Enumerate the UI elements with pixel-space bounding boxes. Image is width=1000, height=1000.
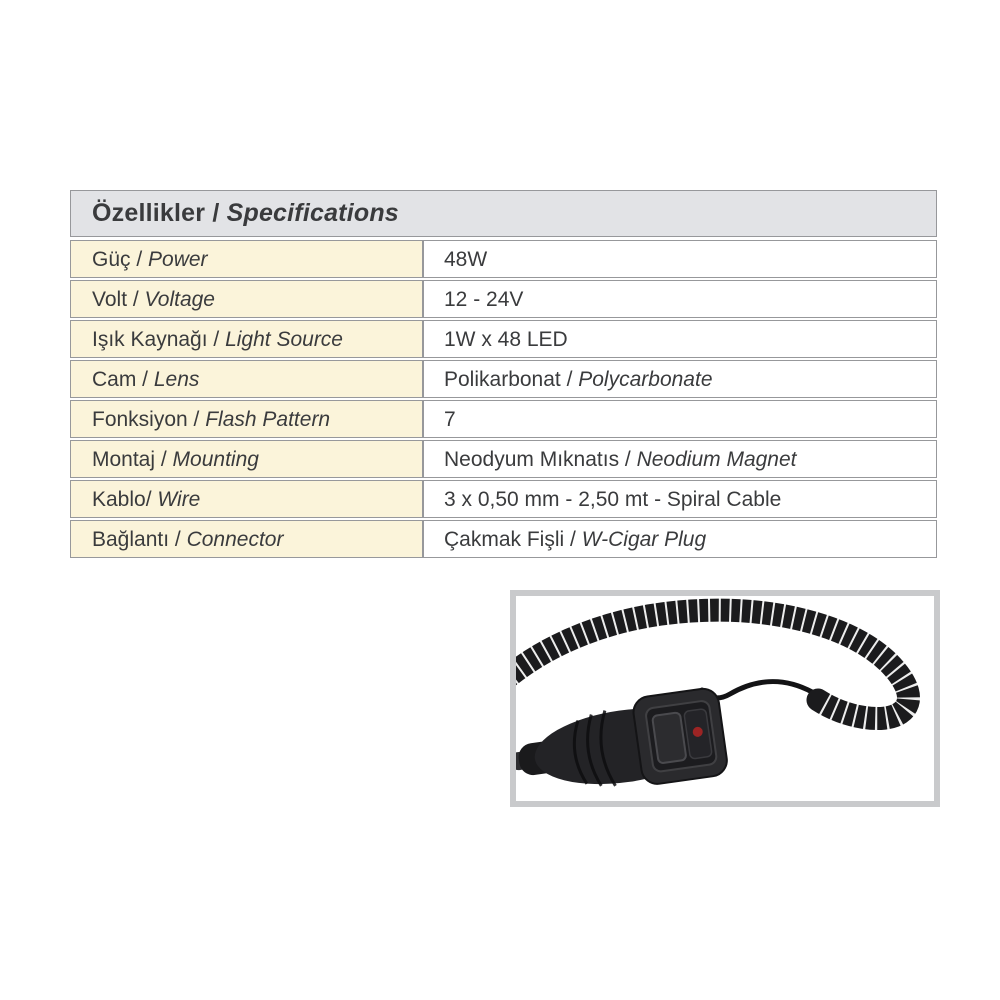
spec-value-text: Polikarbonat / (444, 368, 579, 391)
table-row (70, 240, 937, 278)
spec-label-italic-text: Wire (157, 488, 201, 511)
spec-label (70, 400, 423, 438)
spec-label (70, 360, 423, 398)
spec-label-italic-text: Power (148, 248, 208, 271)
spec-value-text: 1W x 48 LED (444, 328, 568, 351)
spec-value-text: Neodyum Mıknatıs / (444, 448, 637, 471)
spec-label-italic-text: Flash Pattern (205, 408, 331, 431)
spec-value (423, 520, 937, 558)
spec-value (423, 320, 937, 358)
spec-value (423, 400, 937, 438)
spec-label-text: Kablo/ (92, 488, 158, 511)
power-cord (702, 682, 812, 698)
table-header (70, 190, 937, 237)
spec-label-italic-text: Mounting (172, 448, 259, 471)
spec-label (70, 240, 423, 278)
spec-label-text: Montaj / (92, 448, 173, 471)
table-row (70, 400, 937, 438)
table-row (70, 360, 937, 398)
spec-label (70, 280, 423, 318)
rocker-switch (652, 712, 686, 763)
spec-value-italic-text: Polycarbonate (578, 368, 713, 391)
spec-label (70, 480, 423, 518)
table-row (70, 520, 937, 558)
spec-rows (70, 240, 937, 558)
spec-label-text: Cam / (92, 368, 154, 391)
spec-label-italic-text: Lens (153, 368, 200, 391)
product-image-frame (510, 590, 940, 807)
table-row (70, 480, 937, 518)
spec-value-italic-text: W-Cigar Plug (581, 528, 707, 551)
spec-label (70, 440, 423, 478)
spec-label-text: Güç / (92, 248, 149, 271)
product-photo (516, 596, 934, 801)
spec-value (423, 240, 937, 278)
table-row (70, 280, 937, 318)
spec-label-text: Işık Kaynağı / (92, 328, 226, 351)
spec-label-italic-text: Light Source (225, 328, 343, 351)
spec-label-italic-text: Connector (186, 528, 284, 551)
table-row (70, 320, 937, 358)
spec-label-text: Fonksiyon / (92, 408, 206, 431)
spec-value (423, 360, 937, 398)
spec-table (70, 190, 937, 560)
spec-value-text: 12 - 24V (444, 288, 524, 311)
spec-value-text: Çakmak Fişli / (444, 528, 582, 551)
table-title-english: Specifications (226, 199, 399, 227)
spec-value-text: 48W (444, 248, 488, 271)
spec-label-italic-text: Voltage (144, 288, 215, 311)
spec-value (423, 280, 937, 318)
table-row (70, 440, 937, 478)
cigar-plug (516, 687, 729, 801)
spec-label-text: Bağlantı / (92, 528, 187, 551)
spec-label (70, 520, 423, 558)
spec-label (70, 320, 423, 358)
table-title: Özellikler / (92, 199, 227, 227)
spec-value-text: 7 (444, 408, 456, 431)
spec-value-italic-text: Neodium Magnet (636, 448, 797, 471)
spec-value (423, 440, 937, 478)
spec-value (423, 480, 937, 518)
spec-label-text: Volt / (92, 288, 145, 311)
spec-value-text: 3 x 0,50 mm - 2,50 mt - Spiral Cable (444, 488, 782, 511)
